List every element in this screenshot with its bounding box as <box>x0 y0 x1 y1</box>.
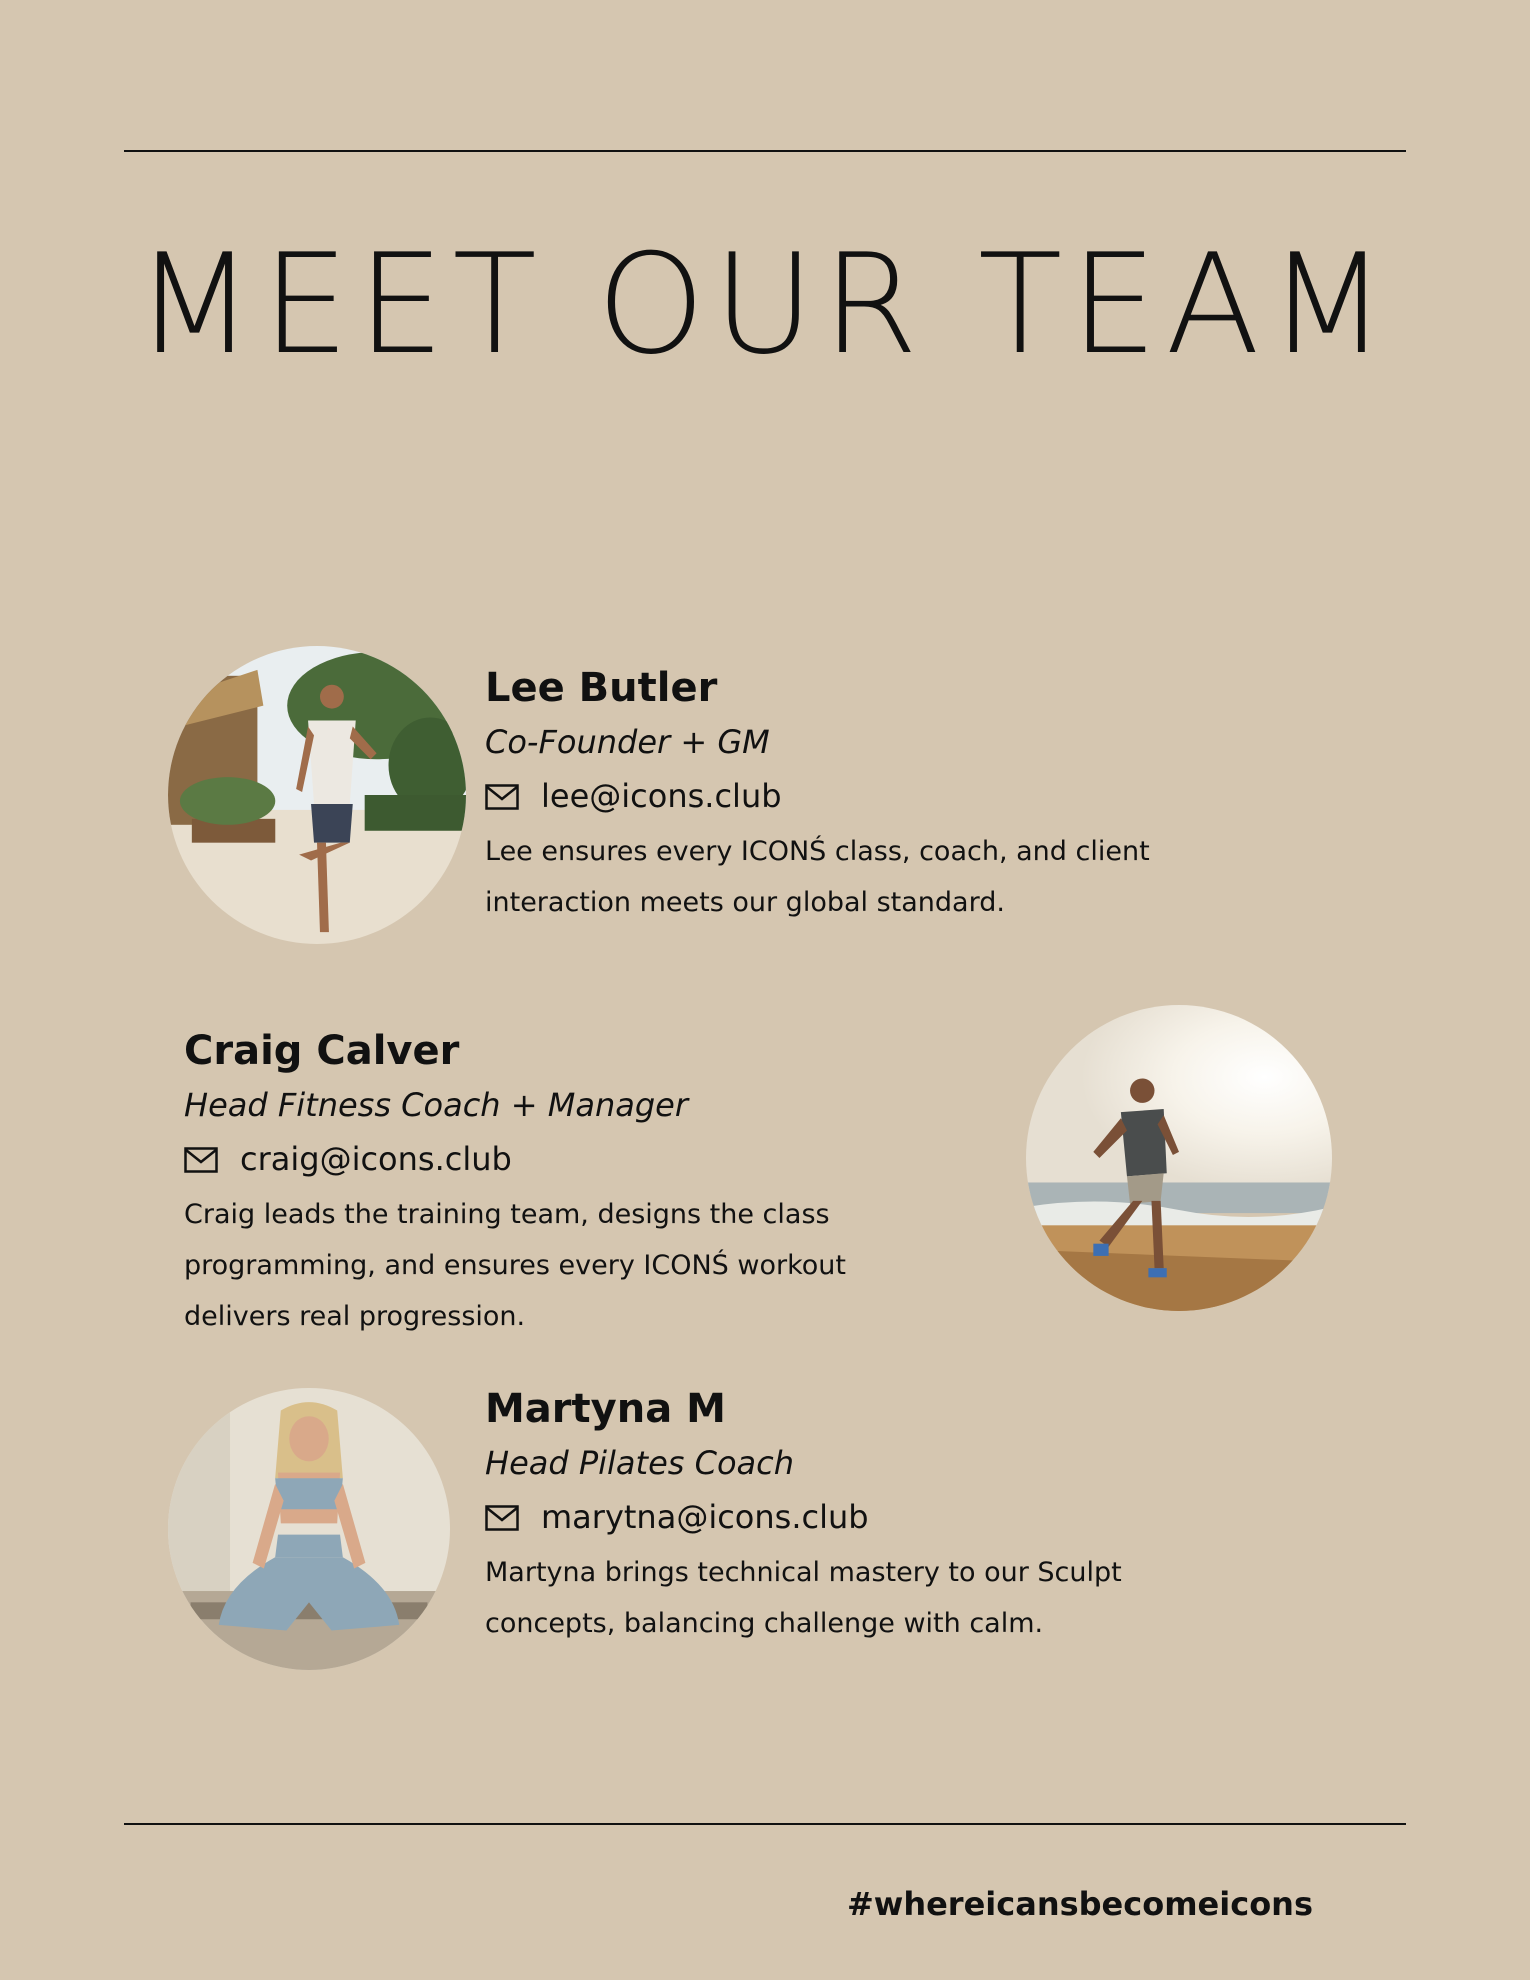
team-member-craig-calver <box>184 1028 944 1342</box>
email-link[interactable]: marytna@icons.club <box>541 1498 869 1537</box>
top-divider <box>124 150 1406 152</box>
member-bio: Martyna brings technical mastery to our Sculpt concepts, balancing challenge with calm. <box>485 1556 1122 1639</box>
craig-calver-photo <box>1026 1005 1332 1311</box>
member-role: Co-Founder + GM <box>485 723 770 761</box>
team-member-martyna-m <box>485 1386 1285 1649</box>
email-link[interactable]: craig@icons.club <box>240 1140 512 1179</box>
envelope-icon <box>485 784 519 810</box>
envelope-icon <box>184 1147 218 1173</box>
email-row <box>485 777 1285 815</box>
martyna-m-photo <box>168 1388 450 1670</box>
member-name: Martyna M <box>485 1386 726 1432</box>
email-row <box>184 1140 944 1178</box>
member-bio: Lee ensures every ICONŚ class, coach, and client interaction meets our global standard. <box>485 835 1150 918</box>
envelope-icon <box>485 1505 519 1531</box>
member-bio: Craig leads the training team, designs the class programming, and ensures every ICONŚ workout delivers real progression. <box>184 1198 846 1332</box>
hashtag: #whereicansbecomeicons <box>846 1885 1313 1923</box>
email-link[interactable]: lee@icons.club <box>541 777 782 816</box>
team-member-lee-butler <box>485 665 1285 928</box>
lee-butler-photo <box>168 646 466 944</box>
member-name: Craig Calver <box>184 1028 460 1074</box>
page-title: MEET OUR TEAM <box>135 224 1395 385</box>
bottom-divider <box>124 1823 1406 1825</box>
member-role: Head Fitness Coach + Manager <box>184 1086 688 1124</box>
member-name: Lee Butler <box>485 665 718 711</box>
member-role: Head Pilates Coach <box>485 1444 795 1482</box>
email-row <box>485 1498 1285 1536</box>
